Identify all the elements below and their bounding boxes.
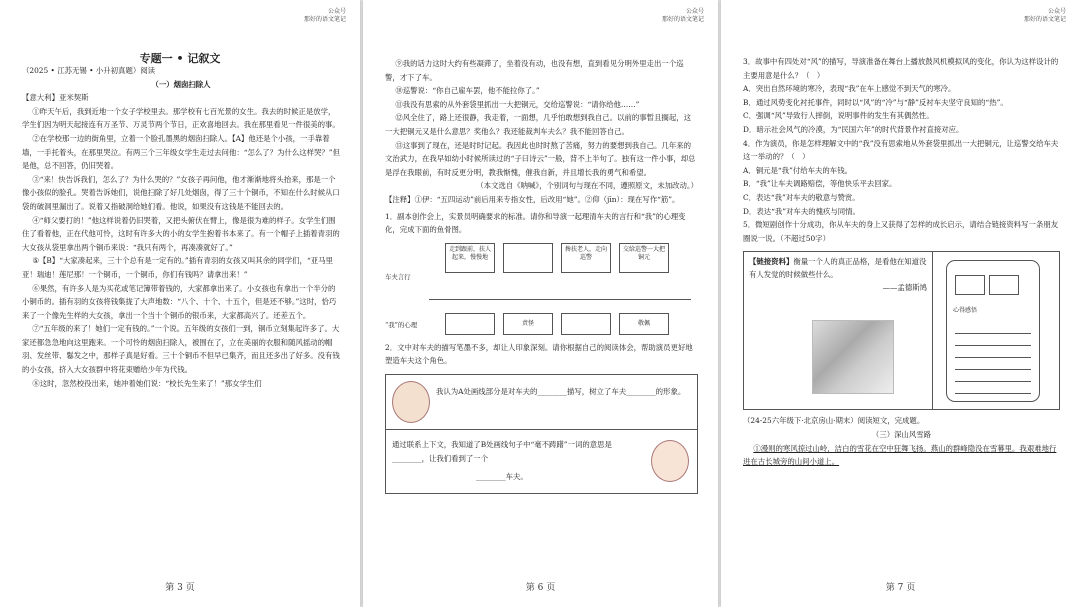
dialogue-text-1: 我认为A处画线部分是对车夫的________描写，树立了车夫________的形象。 [436,386,686,396]
paragraph: ①昨天午后，我到近地一个女子学校里去。那学校有七百光景的女生。我去的时候正是放学，学生们因为明天起接连有万圣节、万灵节两个节日，正欢喜地回去。我在那里看见一件很美的事。 [22,106,340,130]
emoji-icon [955,275,985,295]
page-number: 第 3 页 [165,583,195,593]
section-title-2: （三）深山风雪路 [871,429,932,439]
diagram-box: 交给巡警一大把铜元 [619,243,669,273]
option: C．表达“我”对车夫的敬意与赞赏。 [743,192,860,202]
diagram-label-top: 车夫言行 [385,272,411,281]
question-1: 1．副本创作会上，实景员明确要求的标准。请你和导演一起理清车夫的言行和“我”的心理变化，完成下面的鱼骨图。 [385,211,686,235]
option: D．表达“我”对车夫的愧疚与同情。 [743,206,860,216]
diagram-label-bottom: “我”的心理 [385,320,418,329]
page-body [22,64,340,390]
rickshaw-sketch-image [812,320,894,394]
emoji-icon [989,275,1019,295]
paragraph: ②在学校那一边的街角里，立着一个脸孔墨黑的烟囱扫除人。【A】他还是个小孩，一手靠着墙，一手托着头，在那里哭泣。有两三个三年级女学生走过去问他：“怎么了？为什么这样哭？”但是他，总不回答，仍旧哭着。 [22,133,340,171]
watermark: 公众号 那好的语文笔记 [661,8,704,23]
link-text: 衡量一个人的真正品格，是看他在知道没有人发觉的时候做些什么。 [749,257,927,280]
page-7 [721,0,1080,607]
diagram-box: 搀扶老人，走向巡警 [561,243,611,273]
diagram-box-blank [445,313,495,335]
diagram-box: 责怪 [503,313,553,335]
page-3 [0,0,360,607]
option: B．“我”让车夫调路赔偿，等他快乐平去回家。 [743,179,897,189]
paragraph: ⑪我没有思索的从外套袋里抓出一大把铜元，交给巡警说：“请你给他……” [395,99,640,109]
paragraph: ⑨我的话力这时大约有些凝滞了，坐着没有动，也没有想，直到看见分明外里走出一个巡警，才下了车。 [385,59,684,82]
page-body [743,55,1060,469]
source-line-2: （24-25六年级下·北京房山·期末）阅读短文，完成题。 [743,416,925,426]
paragraph: ③“来！快告诉我们，怎么了？为什么哭的？”女孩子再问他，他才渐渐地将头抬来，那是一个像小孩似的脸孔。哭着告诉她们，说他扫除了好几处烟囱，得了三十个铜币，不知在什么时候从口袋的破洞里漏出了。说着又指破洞给她们看。他说，如果没有这钱是不能回去的。 [22,174,340,211]
page-6 [363,0,718,607]
source-note: （本文选自《呐喊》，个别词句与现在不同，遵照原文，未加改动。） [476,181,698,191]
fishbone-diagram [385,243,698,337]
watermark: 公众号 那好的语文笔记 [303,8,346,23]
diagram-box: 走到跟前，扶人起来，慢慢地 [445,243,495,273]
phone-label: 心得感悟 [953,306,978,314]
page-title: 专题一 • 记叙文 [139,52,221,65]
page-body [385,57,698,494]
diagram-spine [429,299,691,300]
watermark: 公众号 那好的语文笔记 [1023,8,1066,23]
option: D．暗示社会风气的冷漠，为“民国六年”的时代背景作衬直接对应。 [743,124,964,134]
diagram-box-blank [503,243,553,273]
option: A．铜元是“我”付给车夫的车钱。 [743,165,852,175]
diagram-box-blank [561,313,611,335]
option: A．突出自然环境的寒冷，表现“我”在车上感觉不到天气的寒冷。 [743,84,956,94]
question-4: 4．作为演员，你是怎样理解文中的“我”没有思索地从外套袋里抓出一大把铜元，让巡警交给车夫这一举动的？（ ） [743,138,1059,162]
diagram-box: 敬佩 [619,313,669,335]
option: C．强调“风”导致行人摔倒，说明事件的发生有其偶然性。 [743,111,934,121]
paragraph: ⑦“五年级的来了！她们一定有钱的。”一个说。五年级的女孩们一到，铜币立刻集起许多了。大家还都急急地向这里跑来。一个可怜的烟囱扫除人，被围在了，立在美丽的衣服和随风摇动的帽羽、发丝带、鬈发之中，那样子真是好看。三十个铜币不但早已集齐，而且还多出了好多。没有钱的小女孩，挤入大女孩群中将花束赠给少年为代钱。 [22,324,340,375]
question-3: 3．故事中有四处对“风”的描写，导演准备在舞台上播放鼓风机模拟风的变化，你认为这样设计的主要用意是什么？（ ） [743,57,1059,80]
annotation: 【注释】①伊：“五四运动”前后用来专指女性，后改用“她”。②仰（jīn）：现在写作“筋”。 [385,194,680,204]
page-number: 第 6 页 [525,583,556,593]
paragraph: ⑧这时，忽然校役出来，她冲着她们说：“校长先生来了！”那女学生们 [32,378,262,388]
paragraph: ④“师父要打的！”他这样说着仍旧哭着，又把头俯伏在臂上，像是很为难的样子。女学生们围住了看着他，正在代他可怜，这时有许多大的小的女学生抱着书本来了。有一个帽子上插着青羽的大女孩从袋里拿出两个铜币来说：“我只有两个，再凑凑就好了。” [22,215,340,252]
option: B．通过风势变化衬托事件，同时以“风”的“冷”与“静”反衬车夫坚守良知的“热”。 [743,97,1008,107]
link-title: 【链接资料】 [749,257,794,267]
dialogue-text-2: 通过联系上下文，我知道了B处画线句子中“毫不踌躇”一词的意思是________，让我们看到了一个 [392,439,612,463]
author-line: 【意大利】亚米契斯 [22,93,89,103]
paragraph: ①漫则的寒风掠过山岭，洁白的雪花在空中狂舞飞扬。燕山的群峰隐没在雪幕里。我艰难地行进在古长城旁的山间小道上。 [743,443,1057,467]
link-material-box [743,251,1060,410]
source-line: （2025 • 江苏无锡 • 小升初真题）阅读 [22,66,156,75]
paragraph: ⑬这事到了现在，还是时时记起。我因此也时时熬了苦痛，努力的要想到我自己。几年来的文治武力，在我早如幼小时候所读过的“子曰诗云”一般，背不上半句了。独有这一件小事，却总是浮在我眼前，有时反更分明，教我惭愧，催我自新，并且增长我的勇气和希望。 [385,140,696,177]
paragraph: ⑥果然，有许多人是为买花或笔记簿带着钱的，大家都拿出来了。小女孩也有拿出一个半分的小铜币的。插有羽的女孩将钱集拢了大声地数：“八个、十个、十五个，但是还不够。”这时，恰巧来了一个像先生样的大女孩，拿出一个当十个铜币的银币来，大家都高兴了。还差五个。 [22,283,337,320]
link-author: ——孟德斯鸠 [882,283,927,293]
girl-avatar-icon [651,440,689,482]
question-2: 2．文中对车夫的描写笔墨不多，却让人印象深刻。请你根据自己的阅读体会，帮助演员更好地塑造车夫这个角色。 [385,342,693,366]
dialogue-text-3: ________车夫。 [476,471,528,481]
paragraph: ⑤【B】“大家凑起来，三十个总有是一定有的。”插有青羽的女孩又叫其余的同学们，“亚马里亚！瑞迪！莲尼那！一个铜币，一个铜币，你们有钱吗？请拿出来！” [22,256,333,279]
section-title: （一）烟囱扫除人 [151,79,211,89]
paragraph: ⑩巡警说：“你自己雇车罢，他不能拉你了。” [395,86,540,96]
dialogue-box [385,374,698,494]
page-number: 第 7 页 [885,583,916,593]
boy-avatar-icon [392,381,430,423]
question-5: 5．微短剧创作十分成功，你从车夫的身上又获得了怎样的成长启示，请结合链接资料写一条朋友圈说一说。（不超过50字） [743,220,1059,243]
phone-mockup [946,260,1040,402]
answer-lines [955,322,1031,394]
paragraph: ⑫风全住了，路上还很静，我走着，一面想，几乎怕敢想到我自己。以前的事暂且搁起，这一大把铜元又是什么意思？奖他么？我还能裁判车夫么？我不能回答自己。 [385,113,691,136]
